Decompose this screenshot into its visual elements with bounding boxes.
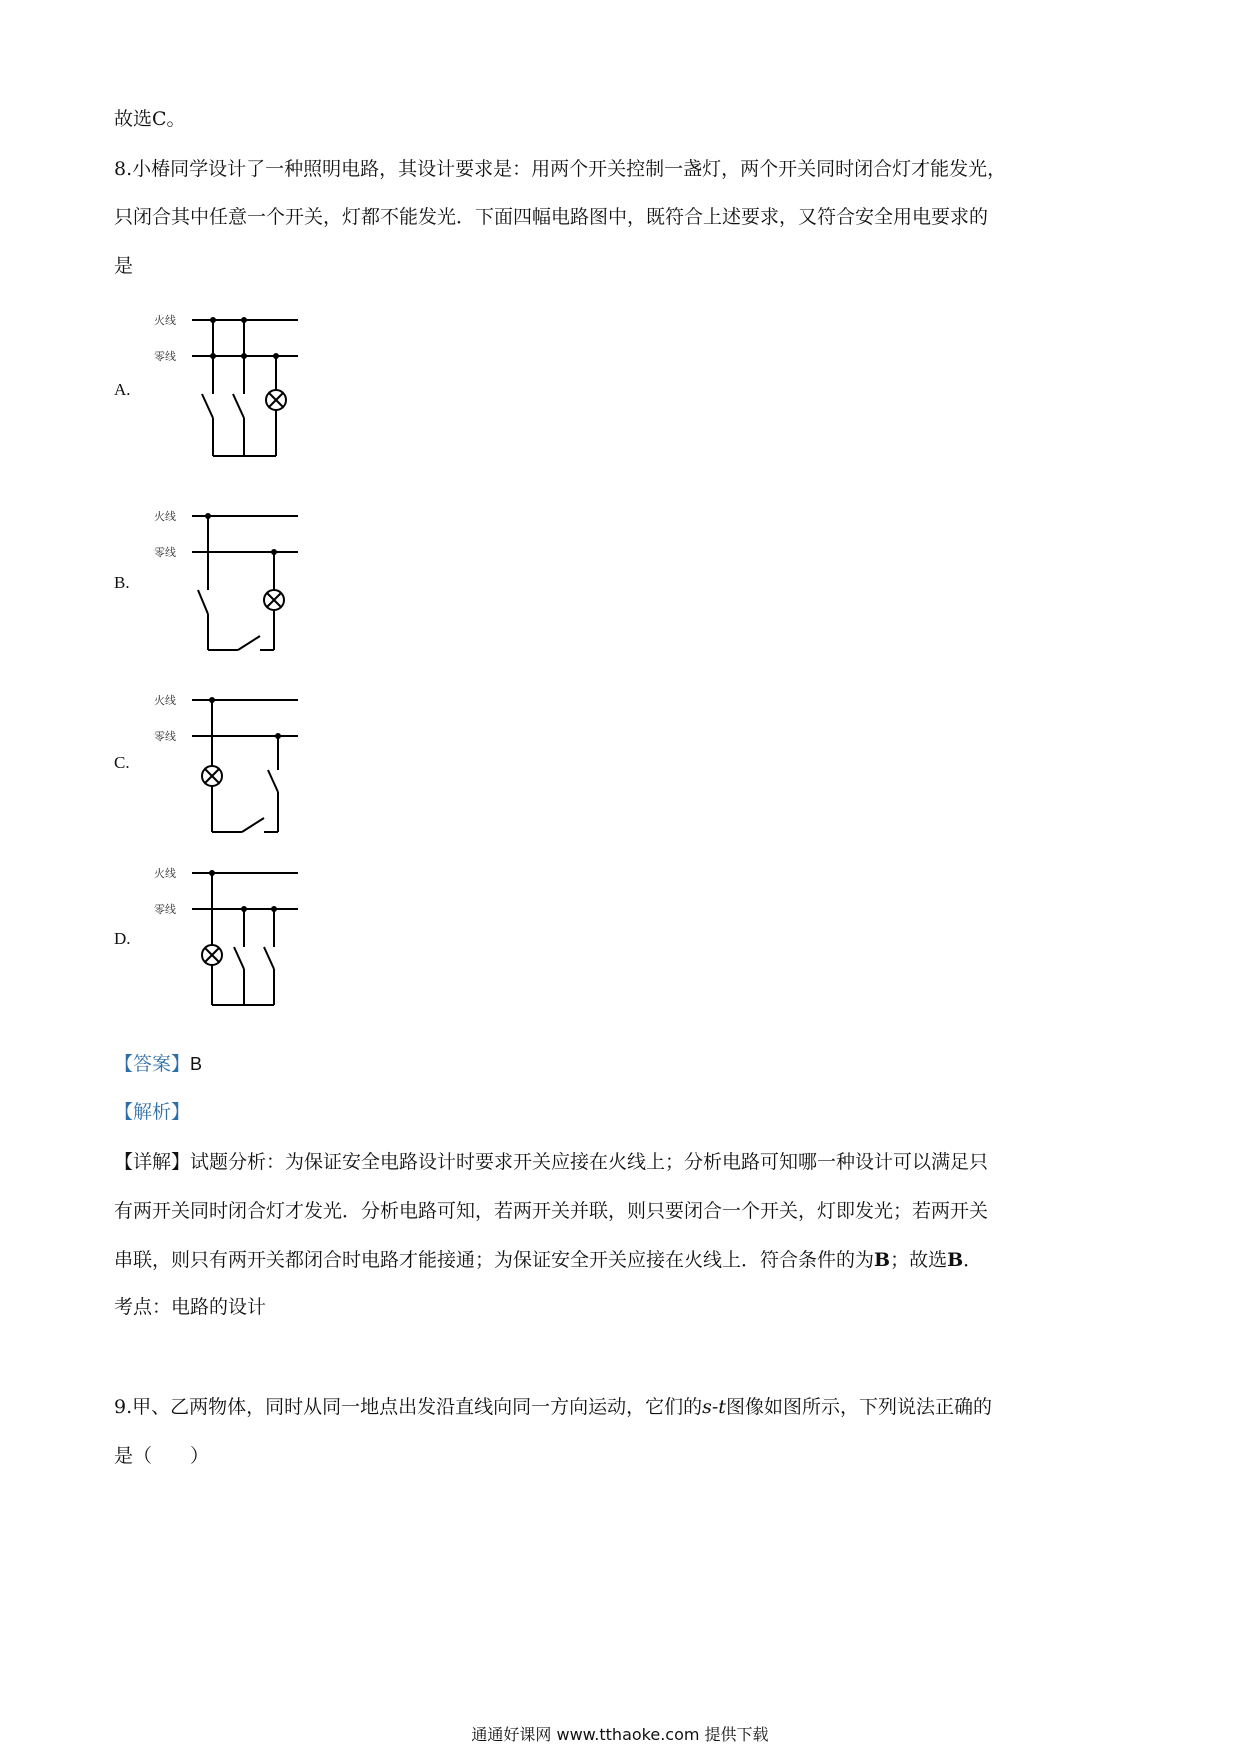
prev-conclusion: 故选C。 — [114, 108, 186, 130]
circuit-diagram-b — [150, 504, 310, 654]
q9-stem-line-2: 是（ ） — [114, 1445, 210, 1467]
live-wire-label: 火线 — [154, 510, 176, 523]
answer-row — [114, 1050, 202, 1078]
q8-stem-line-3: 是 — [114, 255, 134, 277]
analysis-line-3 — [114, 1246, 982, 1274]
kaodian: 考点：电路的设计 — [114, 1296, 267, 1318]
option-d-label: D. — [114, 929, 131, 948]
option-c-label: C. — [114, 753, 130, 772]
option-b-label: B. — [114, 573, 130, 592]
live-wire-label: 火线 — [154, 694, 176, 707]
neutral-wire-label: 零线 — [154, 546, 176, 559]
circuit-diagram-a — [150, 308, 310, 458]
q8-stem-line-1: 8.小椿同学设计了一种照明电路，其设计要求是：用两个开关控制一盏灯，两个开关同时闭合灯才能发光， — [114, 158, 1007, 180]
circuit-diagram-d — [150, 861, 310, 1011]
q9-text-1c: 图像如图所示，下列说法正确的 — [725, 1396, 992, 1418]
q9-text-1a: 9.甲、乙两物体，同时从同一地点出发沿直线向同一方向运动，它们的 — [114, 1396, 703, 1418]
q9-st-symbol: s-t — [702, 1396, 726, 1418]
answer-value: B — [190, 1054, 203, 1074]
q8-stem-line-2: 只闭合其中任意一个开关，灯都不能发光．下面四幅电路图中，既符合上述要求，又符合安全用电要求的 — [114, 206, 989, 228]
answer-tag: 【答案】 — [114, 1053, 191, 1075]
q9-stem-line-1 — [114, 1393, 992, 1421]
neutral-wire-label: 零线 — [154, 350, 176, 363]
detail-tag: 【详解】 — [114, 1151, 191, 1173]
analysis-answer-b-2: B — [947, 1249, 964, 1271]
analysis-line-2: 有两开关同时闭合灯才发光．分析电路可知，若两开关并联，则只要闭合一个开关，灯即发光；若两开关 — [114, 1200, 989, 1222]
analysis-text-3c: ；故选 — [890, 1249, 948, 1271]
analysis-text-3a: 串联，则只有两开关都闭合时电路才能接通；为保证安全开关应接在火线上．符合条件的为 — [114, 1249, 875, 1271]
option-a-label: A. — [114, 380, 131, 399]
analysis-answer-b-1: B — [874, 1249, 891, 1271]
circuit-diagram-c — [150, 688, 310, 838]
analysis-text-3e: ． — [963, 1249, 983, 1271]
live-wire-label: 火线 — [154, 314, 176, 327]
analysis-tag: 【解析】 — [114, 1101, 191, 1123]
neutral-wire-label: 零线 — [154, 730, 176, 743]
neutral-wire-label: 零线 — [154, 903, 176, 916]
footer-text: 通通好课网 www.tthaoke.com 提供下载 — [471, 1725, 769, 1744]
analysis-text-1: 试题分析：为保证安全电路设计时要求开关应接在火线上；分析电路可知哪一种设计可以满足只 — [190, 1151, 989, 1173]
analysis-line-1 — [114, 1148, 988, 1176]
live-wire-label: 火线 — [154, 867, 176, 880]
